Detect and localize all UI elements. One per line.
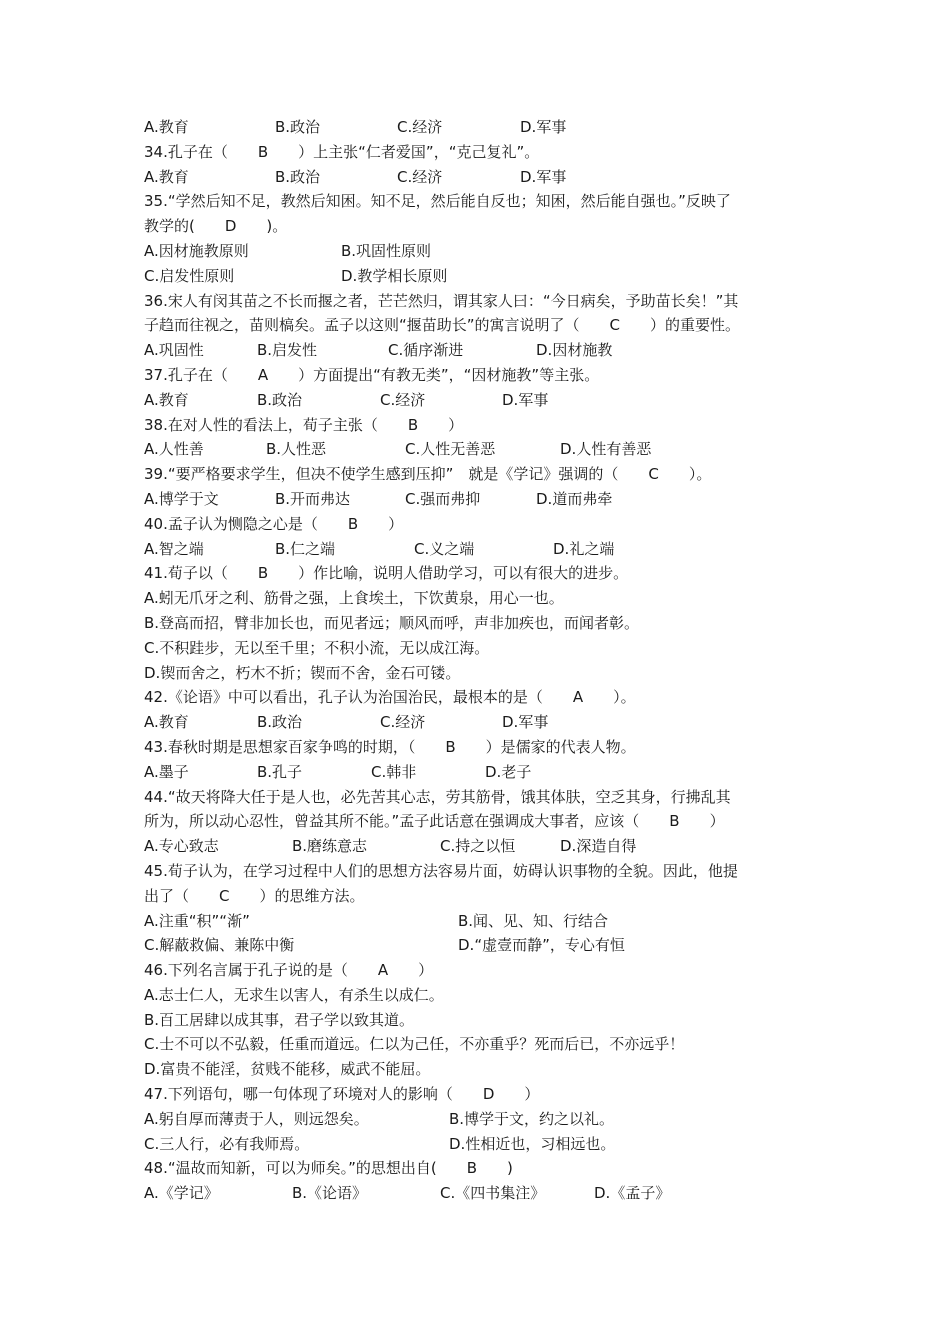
text-line: 39.“要严格要求学生，但决不使学生感到压抑” 就是《学记》强调的（ C ）。 xyxy=(144,465,712,484)
text-line: 教学的( D )。 xyxy=(144,217,288,236)
answer-option: D.老子 xyxy=(485,762,532,781)
text-line: C.士不可以不弘毅，任重而道远。仁以为己任，不亦重乎？死而后已，不亦远乎！ xyxy=(144,1035,685,1054)
options-row xyxy=(144,537,814,562)
answer-option: C.解蔽救偏、兼陈中衡 xyxy=(144,936,295,955)
options-row xyxy=(144,338,814,363)
options-row xyxy=(144,487,814,512)
answer-option: D.礼之端 xyxy=(553,539,615,558)
answer-option: D.军事 xyxy=(520,118,567,136)
text-line: 所为，所以动心忍性，曾益其所不能。”孟子此话意在强调成大事者，应该（ B ） xyxy=(144,812,725,831)
answer-option: D.道而弗牵 xyxy=(536,489,613,508)
answer-option: A.注重“积”“渐” xyxy=(144,911,250,930)
options-row xyxy=(144,437,814,462)
text-line: A.志士仁人，无求生以害人，有杀生以成仁。 xyxy=(144,985,444,1004)
options-row xyxy=(144,710,814,735)
answer-option: B.政治 xyxy=(257,390,303,409)
answer-option: C.循序渐进 xyxy=(388,341,464,360)
text-line: 47.下列语句，哪一句体现了环境对人的影响（ D ） xyxy=(144,1085,540,1104)
answer-option: A.教育 xyxy=(144,390,189,409)
answer-option: D.深造自得 xyxy=(560,837,637,856)
text-line: 子趋而往视之，苗则槁矣。孟子以这则“揠苗助长”的寓言说明了（ C ）的重要性。 xyxy=(144,316,741,335)
text-line: A.蚓无爪牙之利、筋骨之强，上食埃土，下饮黄泉，用心一也。 xyxy=(144,589,564,608)
text-line: 出了（ C ）的思维方法。 xyxy=(144,886,365,905)
answer-option: D.教学相长原则 xyxy=(341,266,448,285)
answer-option: C.韩非 xyxy=(371,762,417,781)
answer-option: A.巩固性 xyxy=(144,341,204,360)
text-line: D.锲而舍之，朽木不折；锲而不舍，金石可镂。 xyxy=(144,663,461,682)
options-row xyxy=(144,1181,814,1206)
text-line: B.登高而招，臂非加长也，而见者远；顺风而呼，声非加疾也，而闻者彰。 xyxy=(144,613,640,632)
answer-option: A.专心致志 xyxy=(144,837,219,856)
answer-option: D.“虚壹而静”，专心有恒 xyxy=(458,936,625,955)
answer-option: B.博学于文，约之以礼。 xyxy=(449,1109,615,1128)
options-row xyxy=(144,909,814,934)
options-row xyxy=(144,834,814,859)
answer-option: C.人性无善恶 xyxy=(405,440,496,459)
answer-option: A.教育 xyxy=(144,118,189,136)
text-line: C.不积跬步，无以至千里；不积小流，无以成江海。 xyxy=(144,638,490,657)
answer-option: B.人性恶 xyxy=(266,440,327,459)
answer-option: B.政治 xyxy=(275,167,321,186)
options-row xyxy=(144,1107,814,1132)
answer-option: D.军事 xyxy=(502,390,549,409)
text-line: 44.“故天将降大任于是人也，必先苦其心志，劳其筋骨，饿其体肤，空乏其身，行拂乱其 xyxy=(144,787,731,806)
options-row xyxy=(144,760,814,785)
options-row xyxy=(144,1132,814,1157)
text-line: 41.荀子以（ B ）作比喻，说明人借助学习，可以有很大的进步。 xyxy=(144,564,629,583)
answer-option: D.军事 xyxy=(520,167,567,186)
text-line: 42.《论语》中可以看出，孔子认为治国治民，最根本的是（ A ）。 xyxy=(144,688,636,707)
answer-option: C.强而弗抑 xyxy=(405,489,481,508)
text-line: 48.“温故而知新，可以为师矣。”的思想出自( B ) xyxy=(144,1159,513,1178)
answer-option: A.人性善 xyxy=(144,440,204,459)
exam-page xyxy=(144,115,814,1206)
answer-option: C.持之以恒 xyxy=(440,837,516,856)
text-line: 46.下列名言属于孔子说的是（ A ） xyxy=(144,961,434,980)
answer-option: B.孔子 xyxy=(257,762,303,781)
answer-option: A.智之端 xyxy=(144,539,204,558)
text-line: 34.孔子在（ B ）上主张“仁者爱国”，“克己复礼”。 xyxy=(144,142,540,161)
answer-option: D.因材施教 xyxy=(536,341,613,360)
text-line: D.富贵不能淫，贫贱不能移，威武不能屈。 xyxy=(144,1060,431,1079)
answer-option: A.墨子 xyxy=(144,762,189,781)
text-line: 36.宋人有闵其苗之不长而揠之者，芒芒然归，谓其家人曰：“今日病矣，予助苗长矣！”其 xyxy=(144,291,739,310)
answer-option: B.磨练意志 xyxy=(292,837,368,856)
answer-option: A.躬自厚而薄责于人，则远怨矣。 xyxy=(144,1109,369,1128)
options-row xyxy=(144,239,814,264)
text-line: 43.春秋时期是思想家百家争鸣的时期，（ B ）是儒家的代表人物。 xyxy=(144,737,636,756)
answer-option: C.经济 xyxy=(397,167,443,186)
answer-option: C.经济 xyxy=(380,390,426,409)
answer-option: A.《学记》 xyxy=(144,1184,219,1203)
answer-option: A.因材施教原则 xyxy=(144,241,249,260)
text-line: 35.“学然后知不足，教然后知困。知不足，然后能自反也；知困，然后能自强也。”反映了 xyxy=(144,192,731,211)
options-row xyxy=(144,388,814,413)
answer-option: A.教育 xyxy=(144,167,189,186)
text-line: B.百工居肆以成其事，君子学以致其道。 xyxy=(144,1010,415,1029)
answer-option: A.教育 xyxy=(144,713,189,732)
answer-option: B.《论语》 xyxy=(292,1184,368,1203)
answer-option: D.《孟子》 xyxy=(594,1184,671,1203)
options-row xyxy=(144,933,814,958)
text-line: 37.孔子在（ A ）方面提出“有教无类”，“因材施教”等主张。 xyxy=(144,365,600,384)
answer-option: C.三人行，必有我师焉。 xyxy=(144,1134,310,1153)
answer-option: D.人性有善恶 xyxy=(560,440,652,459)
answer-option: B.巩固性原则 xyxy=(341,241,432,260)
answer-option: A.博学于文 xyxy=(144,489,219,508)
answer-option: C.启发性原则 xyxy=(144,266,235,285)
text-line: 45.荀子认为，在学习过程中人们的思想方法容易片面，妨碍认识事物的全貌。因此，他提 xyxy=(144,861,738,880)
answer-option: B.开而弗达 xyxy=(275,489,351,508)
answer-option: B.政治 xyxy=(257,713,303,732)
answer-option: B.启发性 xyxy=(257,341,318,360)
answer-option: C.义之端 xyxy=(414,539,475,558)
answer-option: C.《四书集注》 xyxy=(440,1184,546,1203)
options-row xyxy=(144,115,814,140)
answer-option: C.经济 xyxy=(397,118,443,136)
text-line: 40.孟子认为恻隐之心是（ B ） xyxy=(144,514,404,533)
answer-option: D.军事 xyxy=(502,713,549,732)
options-row xyxy=(144,165,814,190)
answer-option: B.闻、见、知、行结合 xyxy=(458,911,609,930)
answer-option: B.仁之端 xyxy=(275,539,336,558)
options-row xyxy=(144,264,814,289)
answer-option: D.性相近也，习相远也。 xyxy=(449,1134,616,1153)
answer-option: C.经济 xyxy=(380,713,426,732)
text-line: 38.在对人性的看法上，荀子主张（ B ） xyxy=(144,415,464,434)
answer-option: B.政治 xyxy=(275,118,321,136)
